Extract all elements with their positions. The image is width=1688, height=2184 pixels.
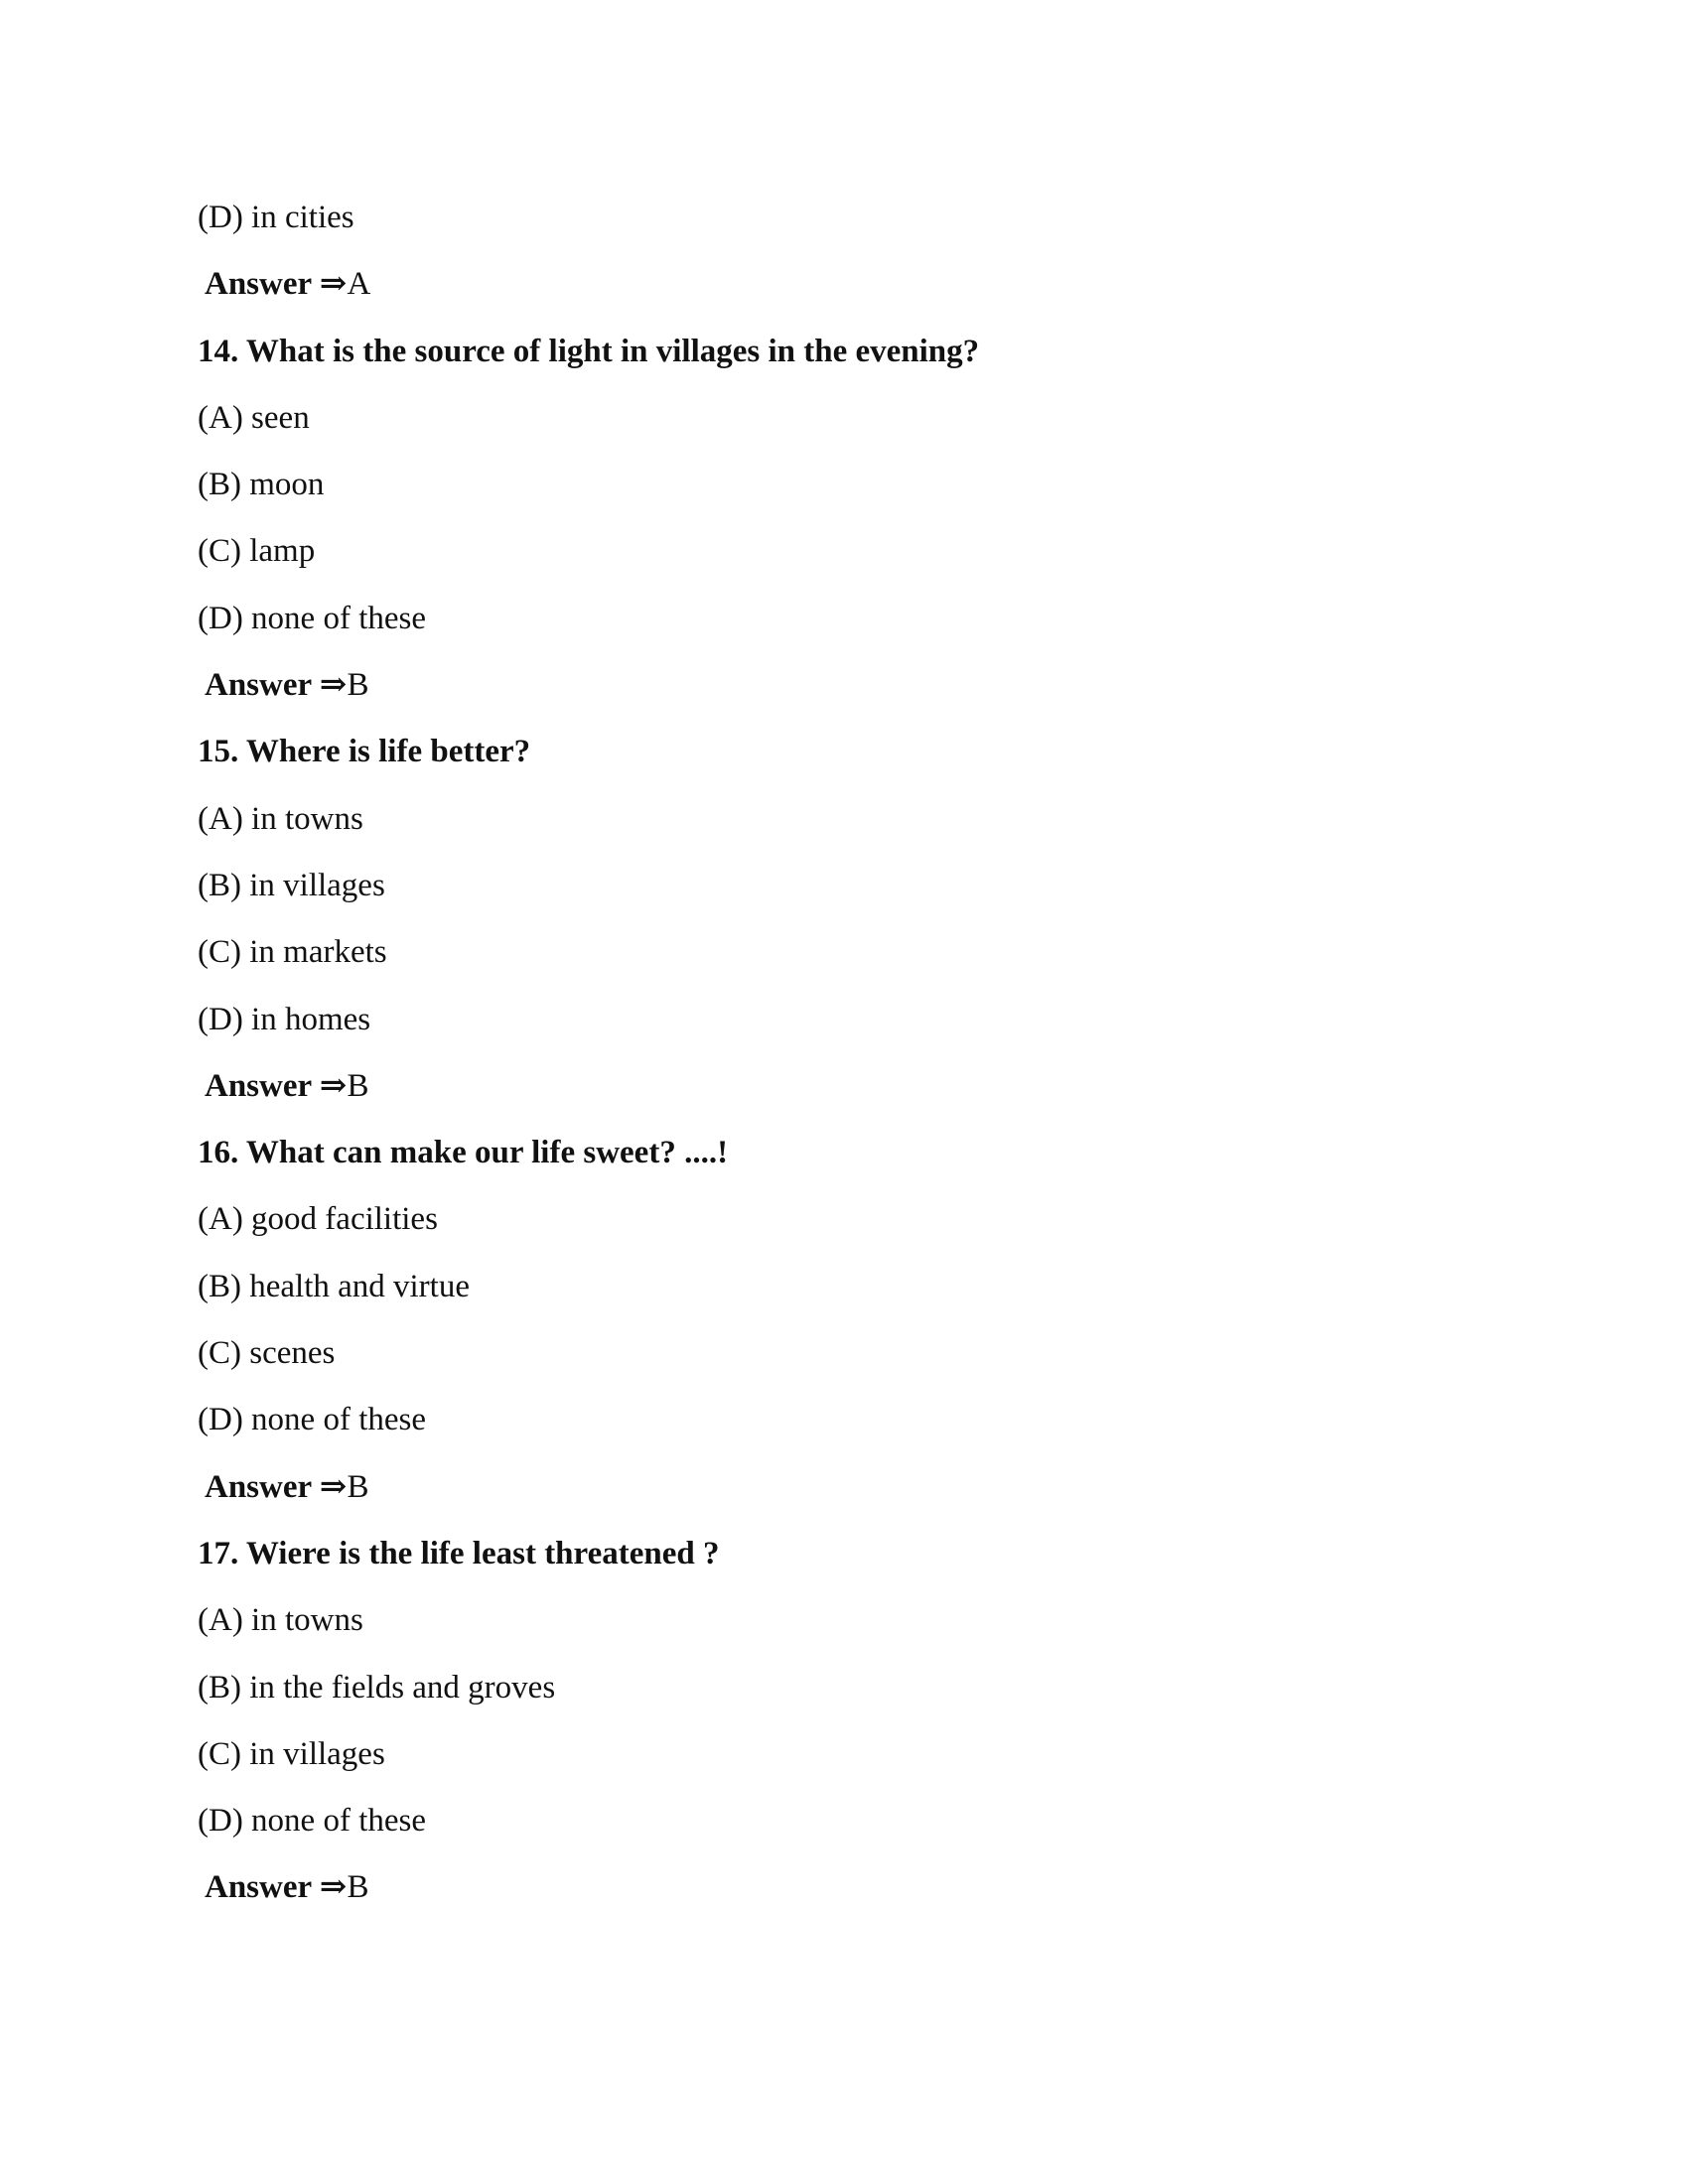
option-text: (D) in homes bbox=[198, 1001, 371, 1037]
option-text: (A) in towns bbox=[198, 1602, 363, 1639]
answer-line bbox=[198, 1454, 1488, 1521]
answer-label: Answer ⇒ bbox=[205, 667, 348, 704]
option-text: (D) none of these bbox=[198, 1803, 427, 1840]
option-text: (D) none of these bbox=[198, 600, 427, 636]
answer-line bbox=[198, 1854, 1488, 1921]
option-text: (C) scenes bbox=[198, 1335, 336, 1372]
answer-label: Answer ⇒ bbox=[205, 1067, 348, 1104]
option-text: (C) in villages bbox=[198, 1735, 385, 1772]
question-title: 15. Where is life better? bbox=[198, 734, 531, 770]
option-text: (D) in cities bbox=[198, 200, 354, 235]
option-text: (A) seen bbox=[198, 399, 310, 436]
option-text: (B) in villages bbox=[198, 867, 385, 903]
question-title: 14. What is the source of light in villages in the evening? bbox=[198, 333, 980, 369]
document-page bbox=[198, 185, 1488, 1922]
option-text: (B) in the fields and groves bbox=[198, 1669, 556, 1706]
option-text: (A) good facilities bbox=[198, 1201, 438, 1238]
answer-label: Answer ⇒ bbox=[205, 1869, 348, 1906]
answer-letter: B bbox=[347, 667, 369, 704]
answer-letter: B bbox=[347, 1067, 369, 1104]
option-text: (B) moon bbox=[198, 467, 325, 503]
question-title: 17. Wiere is the life least threatened ? bbox=[198, 1535, 720, 1571]
option-text: (B) health and virtue bbox=[198, 1268, 470, 1304]
option-text: (D) none of these bbox=[198, 1402, 427, 1438]
option-text: (C) lamp bbox=[198, 533, 316, 570]
answer-line bbox=[198, 251, 1488, 318]
answer-letter: A bbox=[347, 266, 371, 303]
answer-letter: B bbox=[347, 1869, 369, 1906]
option-text: (A) in towns bbox=[198, 800, 363, 837]
answer-letter: B bbox=[347, 1468, 369, 1505]
option-text: (C) in markets bbox=[198, 934, 387, 971]
answer-label: Answer ⇒ bbox=[205, 1468, 348, 1505]
answer-label: Answer ⇒ bbox=[205, 266, 348, 303]
answer-line bbox=[198, 652, 1488, 719]
question-title: 16. What can make our life sweet? ....! bbox=[198, 1135, 729, 1171]
answer-line bbox=[198, 1053, 1488, 1120]
